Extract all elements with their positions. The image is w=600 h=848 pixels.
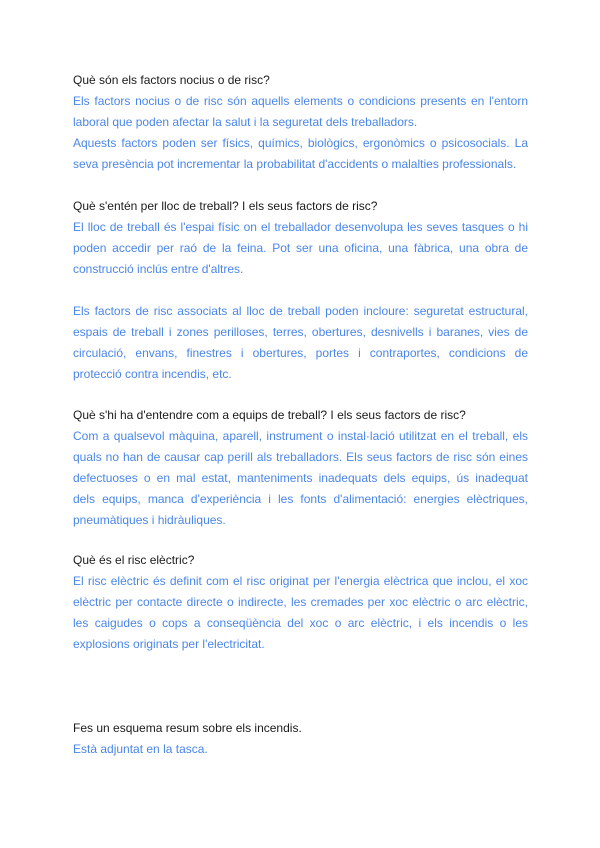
answer-line: Els factors de risc associats al lloc de treball poden incloure: seguretat estructural, [73, 304, 528, 318]
answer-line: Els factors nocius o de risc són aquells elements o condicions presents en l'entorn [73, 94, 528, 108]
section-equips-de-treball [73, 405, 528, 531]
answer-text [73, 739, 528, 760]
answer-line: construcció inclús entre d'altres. [73, 262, 244, 276]
answer-line: Està adjuntat en la tasca. [73, 742, 208, 756]
answer-line: Com a qualsevol màquina, aparell, instrument o instal·lació utilitzat en el treball, els [73, 429, 528, 443]
section-factors-nocius [73, 70, 528, 175]
section-lloc-de-treball [73, 196, 528, 385]
section-risc-electric [73, 550, 528, 655]
answer-line: El lloc de treball és l'espai físic on el treballador desenvolupa les seves tasques o hi [73, 220, 528, 234]
answer-line: poden accedir per raó de la feina. Pot ser una oficina, una fàbrica, una obra de [73, 241, 528, 255]
answer-line: elèctric per contacte directe o indirecte, les cremades per xoc elèctric o arc elèctric, [73, 595, 528, 609]
answer-text [73, 571, 528, 655]
answer-line: laboral que poden afectar la salut i la seguretat dels treballadors. [73, 115, 418, 129]
answer-line: El risc elèctric és definit com el risc originat per l'energia elèctrica que inclou, el xoc [73, 574, 528, 588]
answer-line: pneumàtiques i hidràuliques. [73, 513, 226, 527]
answer-line: Aquests factors poden ser físics, químics, biològics, ergonòmics o psicosocials. La [73, 136, 528, 150]
answer-line [73, 280, 528, 301]
question-heading: Què s'entén per lloc de treball? I els seus factors de risc? [73, 199, 378, 213]
question-heading: Què és el risc elèctric? [73, 553, 195, 567]
answer-line: dels equips, manca d'experiència i les fonts d'alimentació: energies elèctriques, [73, 492, 528, 506]
section-esquema-incendis [73, 718, 528, 760]
answer-line: espais de treball i zones perilloses, terres, obertures, desnivells i baranes, vies de [73, 325, 528, 339]
answer-line: seva presència pot incrementar la probabilitat d'accidents o malalties professionals. [73, 157, 517, 171]
question-heading: Fes un esquema resum sobre els incendis. [73, 721, 302, 735]
answer-line: defectuoses o en mal estat, manteniments inadequats dels equips, ús inadequat [73, 471, 528, 485]
answer-text [73, 91, 528, 175]
answer-line: protecció contra incendis, etc. [73, 367, 232, 381]
question-heading: Què són els factors nocius o de risc? [73, 73, 270, 87]
answer-text [73, 426, 528, 531]
question-heading: Què s'hi ha d'entendre com a equips de treball? I els seus factors de risc? [73, 408, 466, 422]
answer-line: explosions originats per l'electricitat. [73, 637, 265, 651]
answer-text [73, 217, 528, 385]
answer-line: quals no han de causar cap perill als treballadors. Els seus factors de risc són eines [73, 450, 528, 464]
answer-line: les caigudes o cops a conseqüència del xoc o arc elèctric, i els incendis o les [73, 616, 528, 630]
answer-line: circulació, envans, finestres i obertures, portes i contraportes, condicions de [73, 346, 528, 360]
